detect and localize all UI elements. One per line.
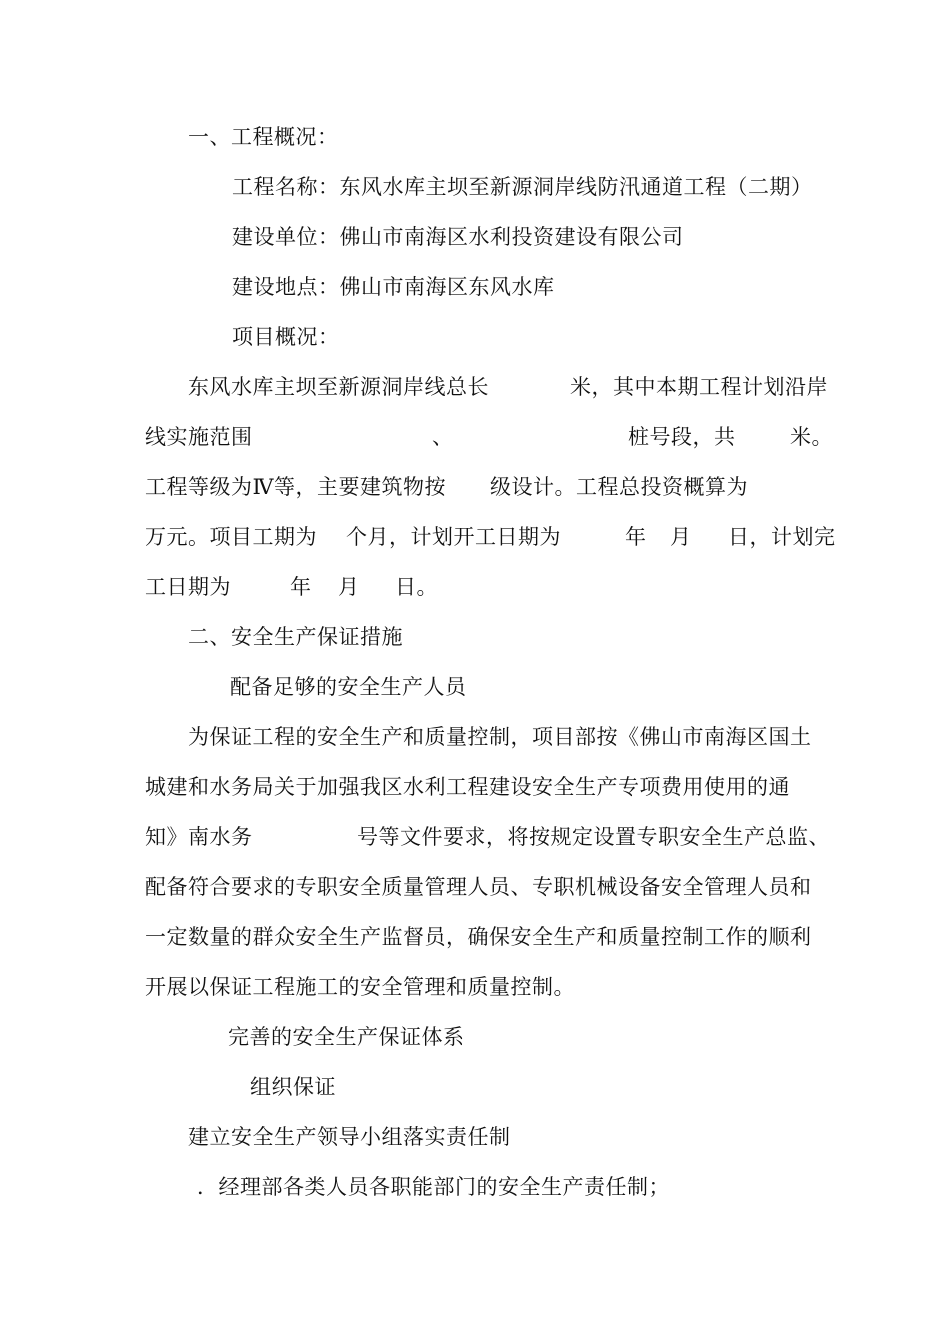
para1-line-6: 开展以保证工程施工的安全管理和质量控制。	[145, 975, 575, 999]
overview-line-5b: 年	[290, 575, 312, 599]
subsection-2-1-heading: 组织保证	[250, 1075, 336, 1099]
overview-line-1b: 米，其中本期工程计划沿岸	[570, 375, 828, 399]
overview-line-2a: 线实施范围	[145, 425, 253, 449]
para1-line-1: 为保证工程的安全生产和质量控制，项目部按《佛山市南海区国土	[188, 725, 812, 749]
item-1: 建立安全生产领导小组落实责任制	[188, 1125, 511, 1149]
para1-line-5: 一定数量的群众安全生产监督员，确保安全生产和质量控制工作的顺利	[145, 925, 812, 949]
para1-line-3a: 知》南水务	[145, 825, 253, 849]
overview-line-5a: 工日期为	[145, 575, 231, 599]
overview-line-3b: 级设计。工程总投资概算为	[490, 475, 748, 499]
overview-line-1a: 东风水库主坝至新源洞岸线总长	[188, 375, 489, 399]
section-2-heading: 二、安全生产保证措施	[188, 625, 403, 649]
subsection-1-heading: 配备足够的安全生产人员	[230, 675, 467, 699]
overview-line-5d: 日。	[395, 575, 438, 599]
subsection-2-heading: 完善的安全生产保证体系	[228, 1025, 465, 1049]
overview-line-2c: 桩号段，共	[628, 425, 736, 449]
section-1-heading: 一、工程概况：	[188, 125, 339, 149]
para1-line-4: 配备符合要求的专职安全质量管理人员、专职机械设备安全管理人员和	[145, 875, 812, 899]
overview-line-4c: 年	[625, 525, 647, 549]
overview-line-4a: 万元。项目工期为	[145, 525, 317, 549]
overview-line-2b: 、	[432, 425, 454, 449]
project-name: 工程名称：东风水库主坝至新源洞岸线防汛通道工程（二期）	[232, 175, 813, 199]
overview-line-4b: 个月，计划开工日期为	[346, 525, 561, 549]
overview-line-4e: 日，计划完	[728, 525, 836, 549]
builder: 建设单位：佛山市南海区水利投资建设有限公司	[232, 225, 684, 249]
overview-line-5c: 月	[338, 575, 360, 599]
overview-line-3a: 工程等级为Ⅳ等，主要建筑物按	[145, 475, 446, 499]
overview-label: 项目概况：	[232, 325, 340, 349]
location: 建设地点：佛山市南海区东风水库	[232, 275, 555, 299]
para1-line-2: 城建和水务局关于加强我区水利工程建设安全生产专项费用使用的通	[145, 775, 790, 799]
overview-line-2d: 米。	[790, 425, 833, 449]
overview-line-4d: 月	[670, 525, 692, 549]
item-2: ．经理部各类人员各职能部门的安全生产责任制；	[197, 1175, 670, 1199]
para1-line-3b: 号等文件要求，将按规定设置专职安全生产总监、	[357, 825, 830, 849]
